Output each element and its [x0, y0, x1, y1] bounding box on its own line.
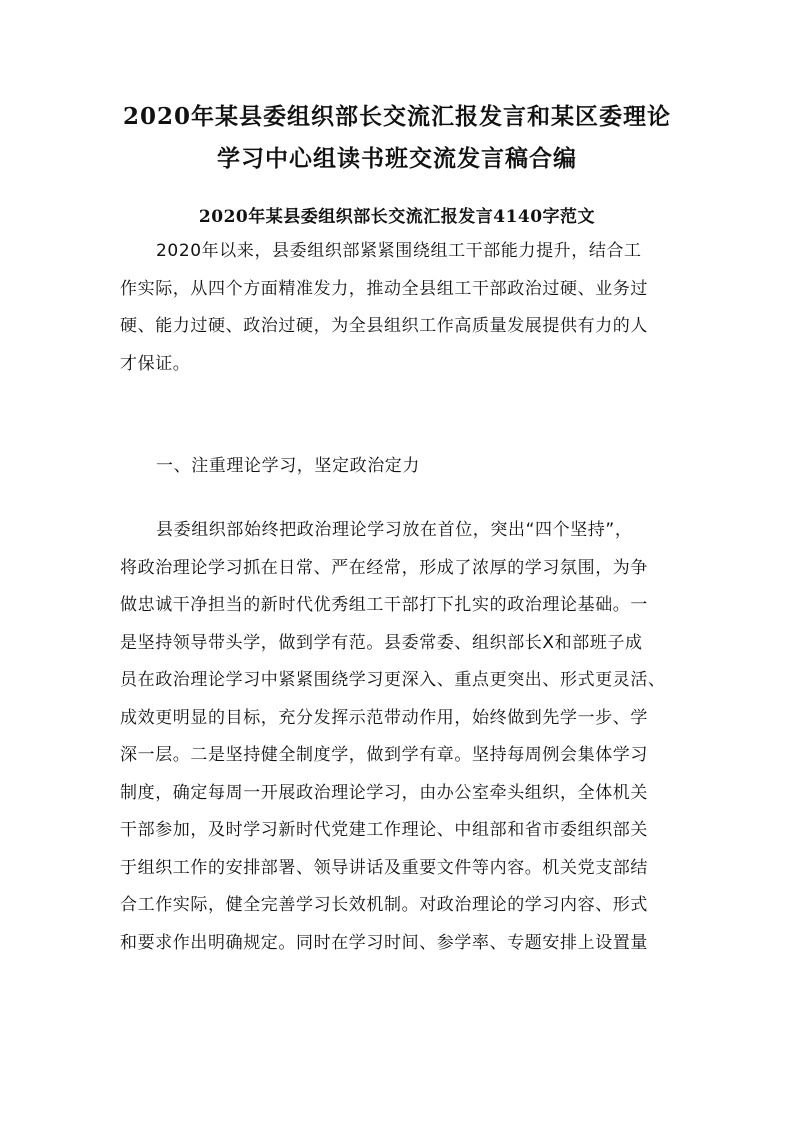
section-heading: [120, 448, 678, 486]
section-heading-text: 一、注重理论学习，坚定政治定力: [156, 456, 420, 476]
paragraph-line: 2020年以来，县委组织部紧紧围绕组工干部能力提升，结合工: [156, 241, 642, 261]
paragraph-line: 深一层。二是坚持健全制度学，做到学有章。坚持每周例会集体学习: [120, 745, 648, 765]
paragraph-line: 县委组织部始终把政治理论学习放在首位，突出“四个坚持”，: [156, 520, 633, 540]
paragraph-line: 硬、能力过硬、政治过硬，为全县组织工作高质量发展提供有力的人: [120, 316, 648, 336]
paragraph-section-1: [120, 512, 678, 962]
paragraph-line: 制度，确定每周一开展政治理论学习，由办公室牵头组织，全体机关: [120, 782, 648, 803]
paragraph-intro: [120, 233, 678, 383]
paragraph-line: 是坚持领导带头学，做到学有范。县委常委、组织部长X和部班子成: [120, 632, 643, 653]
paragraph-line: 成效更明显的目标，充分发挥示范带动作用，始终做到先学一步、学: [120, 707, 648, 728]
document-title-line-2: 学习中心组读书班交流发言稿合编: [217, 145, 577, 172]
paragraph-line: 才保证。: [120, 353, 191, 374]
paragraph-line: 干部参加，及时学习新时代党建工作理论、中组部和省市委组织部关: [120, 820, 648, 840]
paragraph-line: 将政治理论学习抓在日常、严在经常，形成了浓厚的学习氛围，为争: [120, 557, 648, 578]
document-title-line-1: 2020年某县委组织部长交流汇报发言和某区委理论: [122, 103, 671, 130]
paragraph-line: 做忠诚干净担当的新时代优秀组工干部打下扎实的政治理论基础。一: [120, 595, 648, 615]
paragraph-line: 于组织工作的安排部署、领导讲话及重要文件等内容。机关党支部结: [120, 857, 648, 878]
paragraph-line: 和要求作出明确规定。同时在学习时间、参学率、专题安排上设置量: [120, 932, 648, 953]
paragraph-line: 合工作实际，健全完善学习长效机制。对政治理论的学习内容、形式: [120, 895, 648, 915]
paragraph-line: 作实际，从四个方面精准发力，推动全县组工干部政治过硬、业务过: [120, 278, 648, 299]
document-subtitle: 2020年某县委组织部长交流汇报发言4140字范文: [198, 207, 596, 227]
paragraph-line: 员在政治理论学习中紧紧围绕学习更深入、重点更突出、形式更灵活、: [120, 670, 666, 690]
